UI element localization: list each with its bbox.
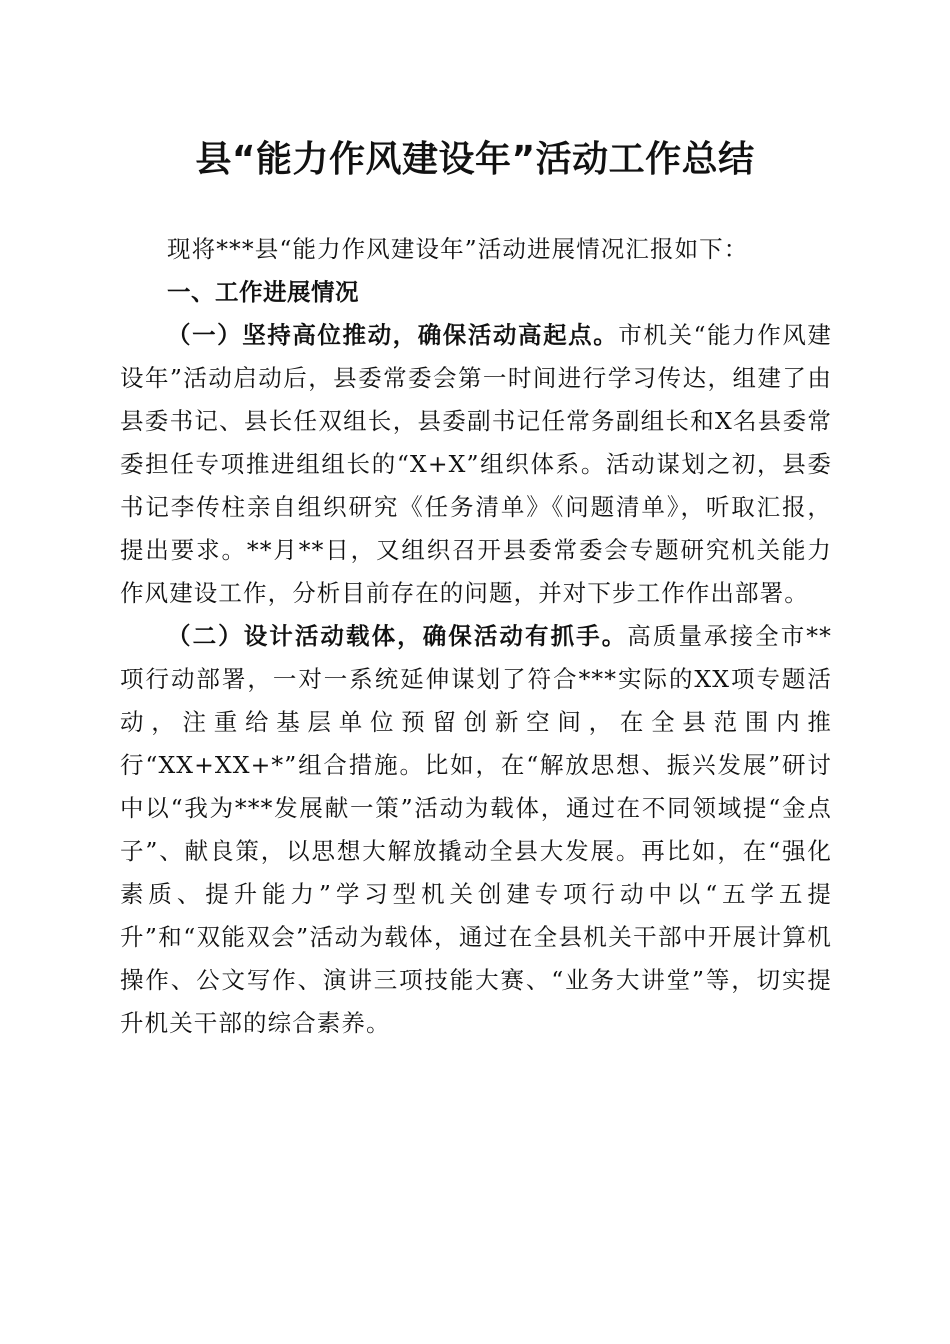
document-title: 县“能力作风建设年”活动工作总结 <box>195 139 755 180</box>
paragraph-1 <box>120 314 832 615</box>
intro-paragraph: 现将***县“能力作风建设年”活动进展情况汇报如下： <box>167 235 749 263</box>
paragraph-1-heading: （一）坚持高位推动，确保活动高起点。 <box>167 321 619 349</box>
paragraph-2 <box>120 615 832 1045</box>
paragraph-2-text: 高质量承接全市**项行动部署，一对一系统延伸谋划了符合***实际的XX项专题活动，注重给基层单位预留创新空间，在全县范围内推行“XX+XX+*”组合措施。比如，在“解放思想、振兴发展”研讨中以“我为***发展献一策”活动为载体，通过在不同领域提“金点子”、献良策，以思想大解放撬动全县大发展。再比如，在“强化素质、提升能力”学习型机关创建专项行动中以“五学五提升”和“双能双会”活动为载体，通过在全县机关干部中开展计算机操作、公文写作、演讲三项技能大赛、“业务大讲堂”等，切实提升机关干部的综合素养。 <box>120 622 832 1037</box>
paragraph-1-text: 市机关“能力作风建设年”活动启动后，县委常委会第一时间进行学习传达，组建了由县委书记、县长任双组长，县委副书记任常务副组长和X名县委常委担任专项推进组组长的“X+X”组织体系。活动谋划之初，县委书记李传柱亲自组织研究《任务清单》《问题清单》，听取汇报，提出要求。**月**日，又组织召开县委常委会专题研究机关能力作风建设工作，分析目前存在的问题，并对下步工作作出部署。 <box>120 321 832 607</box>
section-heading: 一、工作进展情况 <box>167 278 359 306</box>
paragraph-2-heading: （二）设计活动载体，确保活动有抓手。 <box>167 622 628 650</box>
document-body <box>120 228 832 1045</box>
